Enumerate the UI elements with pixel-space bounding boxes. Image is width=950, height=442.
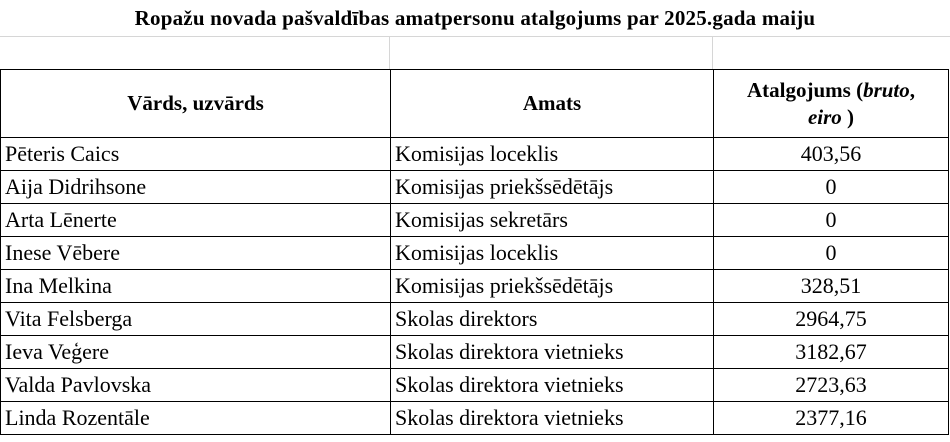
table-row bbox=[1, 204, 949, 237]
cell-name: Vita Felsberga bbox=[1, 303, 391, 336]
cell-salary: 3182,67 bbox=[714, 336, 949, 369]
cell-position: Skolas direktora vietnieks bbox=[391, 369, 714, 402]
table-row bbox=[1, 270, 949, 303]
cell-name: Inese Vēbere bbox=[1, 237, 391, 270]
cell-name: Ieva Veģere bbox=[1, 336, 391, 369]
cell-name: Pēteris Caics bbox=[1, 138, 391, 171]
table-row bbox=[1, 237, 949, 270]
cell-position: Komisijas loceklis bbox=[391, 138, 714, 171]
salary-header-sep: , bbox=[909, 77, 915, 102]
cell-salary: 2723,63 bbox=[714, 369, 949, 402]
cell-position: Komisijas loceklis bbox=[391, 237, 714, 270]
cell-name: Aija Didrihsone bbox=[1, 171, 391, 204]
salary-header-eiro: eiro bbox=[807, 104, 842, 129]
cell-name: Linda Rozentāle bbox=[1, 402, 391, 435]
cell-position: Skolas direktora vietnieks bbox=[391, 402, 714, 435]
column-header-position: Amats bbox=[391, 70, 714, 138]
cell-position: Komisijas priekšsēdētājs bbox=[391, 270, 714, 303]
table-row bbox=[1, 138, 949, 171]
grid-line bbox=[712, 37, 713, 69]
salary-header-suffix: ) bbox=[841, 104, 855, 129]
grid-line bbox=[0, 36, 950, 37]
cell-salary: 0 bbox=[714, 171, 949, 204]
cell-name: Ina Melkina bbox=[1, 270, 391, 303]
column-header-salary bbox=[714, 70, 949, 138]
cell-salary: 0 bbox=[714, 204, 949, 237]
cell-position: Skolas direktors bbox=[391, 303, 714, 336]
salary-header-prefix: Atalgojums ( bbox=[746, 77, 864, 102]
cell-salary: 2964,75 bbox=[714, 303, 949, 336]
table-row bbox=[1, 402, 949, 435]
cell-position: Skolas direktora vietnieks bbox=[391, 336, 714, 369]
cell-salary: 328,51 bbox=[714, 270, 949, 303]
grid-line bbox=[389, 37, 390, 69]
cell-name: Arta Lēnerte bbox=[1, 204, 391, 237]
salary-table bbox=[0, 69, 949, 435]
table-row bbox=[1, 336, 949, 369]
cell-position: Komisijas priekšsēdētājs bbox=[391, 171, 714, 204]
cell-name: Valda Pavlovska bbox=[1, 369, 391, 402]
cell-position: Komisijas sekretārs bbox=[391, 204, 714, 237]
column-header-name: Vārds, uzvārds bbox=[1, 70, 391, 138]
table-row bbox=[1, 303, 949, 336]
cell-salary: 0 bbox=[714, 237, 949, 270]
salary-header-bruto: bruto bbox=[863, 77, 910, 102]
cell-salary: 403,56 bbox=[714, 138, 949, 171]
document-title: Ropažu novada pašvaldības amatpersonu atalgojums par 2025.gada maiju bbox=[134, 6, 816, 30]
table-row bbox=[1, 369, 949, 402]
header-row bbox=[1, 70, 949, 138]
table-row bbox=[1, 171, 949, 204]
cell-salary: 2377,16 bbox=[714, 402, 949, 435]
